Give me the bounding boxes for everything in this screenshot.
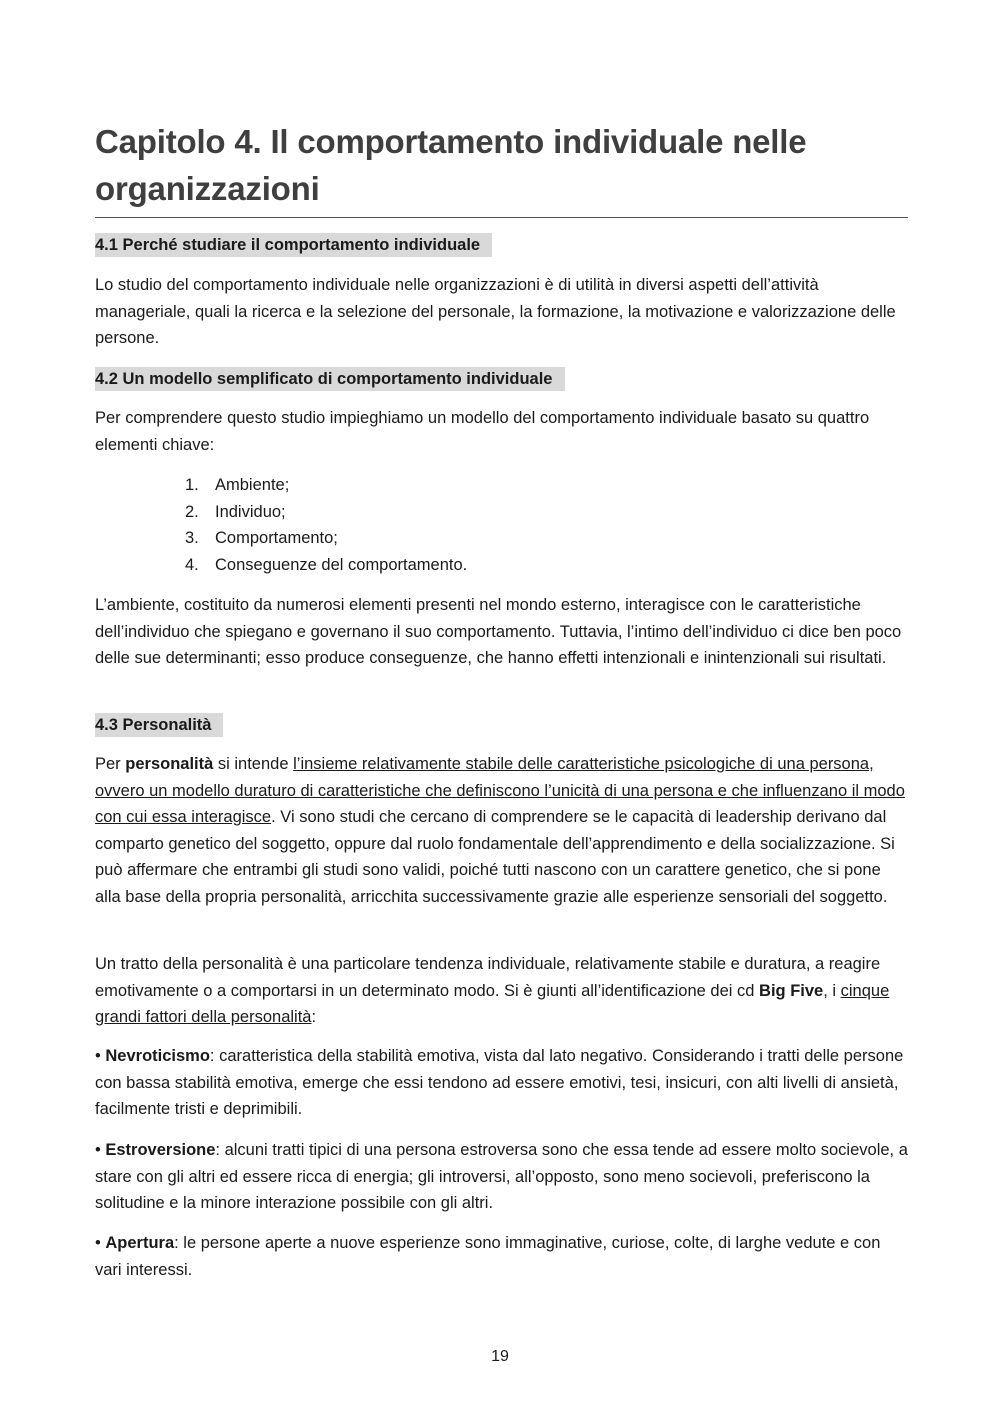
- list-text: Individuo;: [215, 502, 286, 521]
- list-text: Comportamento;: [215, 529, 338, 547]
- bullet-mark: •: [95, 1141, 106, 1159]
- section-heading-4-2: 4.2 Un modello semplificato di comportamento individuale: [95, 367, 565, 391]
- section-4-2-intro: [95, 405, 908, 458]
- text-run: :: [311, 1008, 317, 1026]
- paragraph: Lo studio del comportamento individuale nelle organizzazioni è di utilità in diversi aspetti dell’attività manageriale, quali la ricerca e la selezione del personale, la formazione, la motivazione e valorizzazione delle persone.: [95, 276, 896, 347]
- text-run: , i: [823, 981, 841, 1000]
- section-4-2-after: [95, 592, 908, 672]
- list-item: [95, 525, 908, 552]
- title-divider: [95, 217, 908, 218]
- underlined-definition: l’insieme relativamente stabile delle caratteristiche psicologiche di una persona, ovvero un modello duraturo di caratteristiche che definiscono l’unicità di una persona e che influenzano il modo con cui essa interagisce: [95, 755, 905, 826]
- big-five-intro: [95, 951, 908, 1031]
- list-number: 3.: [185, 529, 199, 547]
- bold-term: Big Five: [759, 981, 824, 1000]
- text-run: Per: [95, 755, 126, 773]
- bullet-term: Nevroticismo: [105, 1047, 210, 1065]
- list-number: 2.: [185, 502, 199, 521]
- text-run: . Vi sono studi che cercano di comprendere se le capacità di leadership derivano dal comparto genetico del soggetto, oppure dal ruolo fondamentale dell’apprendimento e della socializzazione. Si può affermare che entrambi gli studi sono validi, poiché tutti nascono con un carattere genetico, che si pone alla base della propria personalità, arricchita successivamente grazie alle esperienze sensoriali del soggetto.: [95, 808, 895, 906]
- bullet-apertura: [95, 1230, 908, 1283]
- bold-term: personalità: [125, 755, 214, 773]
- bullet-term: Apertura: [105, 1234, 175, 1252]
- list-item: [95, 552, 908, 579]
- list-number: 4.: [185, 555, 199, 574]
- section-heading-4-1: 4.1 Perché studiare il comportamento individuale: [95, 233, 492, 257]
- bullet-text: : caratteristica della stabilità emotiva, vista dal lato negativo. Considerando i tratti delle persone con bassa stabilità emotiva, emerge che essi tendono ad essere emotivi, tesi, insicuri, con alti livelli di ansietà, facilmente tristi e deprimibili.: [95, 1047, 904, 1118]
- bullet-text: : le persone aperte a nuove esperienze sono immaginative, curiose, colte, di larghe vedute e con vari interessi.: [95, 1234, 881, 1279]
- text-run: Un tratto della personalità è una particolare tendenza individuale, relativamente stabile e duratura, a reagire emotivamente o a comportarsi in un determinato modo. Si è giunti all’identificazione dei cd: [95, 955, 881, 1000]
- bullet-item: [95, 1043, 908, 1123]
- paragraph: L’ambiente, costituito da numerosi elementi presenti nel mondo esterno, interagisce con le caratteristiche dell’individuo che spiegano e governano il suo comportamento. Tuttavia, l’intimo dell’individuo ci dice ben poco delle sue determinanti; esso produce conseguenze, che hanno effetti intenzionali e inintenzionali sui risultati.: [95, 596, 902, 667]
- bullet-item: [95, 1137, 908, 1217]
- section-heading-4-3: 4.3 Personalità: [95, 713, 223, 737]
- text-run: si intende: [213, 755, 294, 773]
- paragraph: [95, 951, 908, 1031]
- bullet-text: : alcuni tratti tipici di una persona estroversa sono che essa tende ad essere molto socievole, a stare con gli altri ed essere ricca di energia; gli introversi, all’opposto, sono meno socievoli, preferiscono la solitudine e la minore interazione possibile con gli altri.: [95, 1141, 908, 1212]
- elements-list: [95, 472, 908, 578]
- list-number: 1.: [185, 476, 199, 494]
- page-number: 19: [491, 1348, 509, 1365]
- bullet-estroversione: [95, 1137, 908, 1217]
- bullet-item: [95, 1230, 908, 1283]
- bullet-term: Estroversione: [105, 1141, 216, 1159]
- underlined-phrase: cinque grandi fattori della personalità: [95, 981, 890, 1026]
- personality-definition: [95, 751, 908, 910]
- list-text: Ambiente;: [215, 476, 290, 494]
- list-item: [95, 472, 908, 499]
- paragraph: [95, 751, 908, 910]
- paragraph: Per comprendere questo studio impieghiamo un modello del comportamento individuale basato su quattro elementi chiave:: [95, 409, 870, 454]
- bullet-mark: •: [95, 1234, 106, 1252]
- chapter-title: Capitolo 4. Il comportamento individuale nelle organizzazioni: [95, 123, 807, 207]
- list-text: Conseguenze del comportamento.: [215, 555, 468, 574]
- bullet-mark: •: [95, 1047, 106, 1065]
- bullet-nevroticismo: [95, 1043, 908, 1123]
- section-4-1-body: [95, 272, 908, 352]
- list-item: [95, 499, 908, 526]
